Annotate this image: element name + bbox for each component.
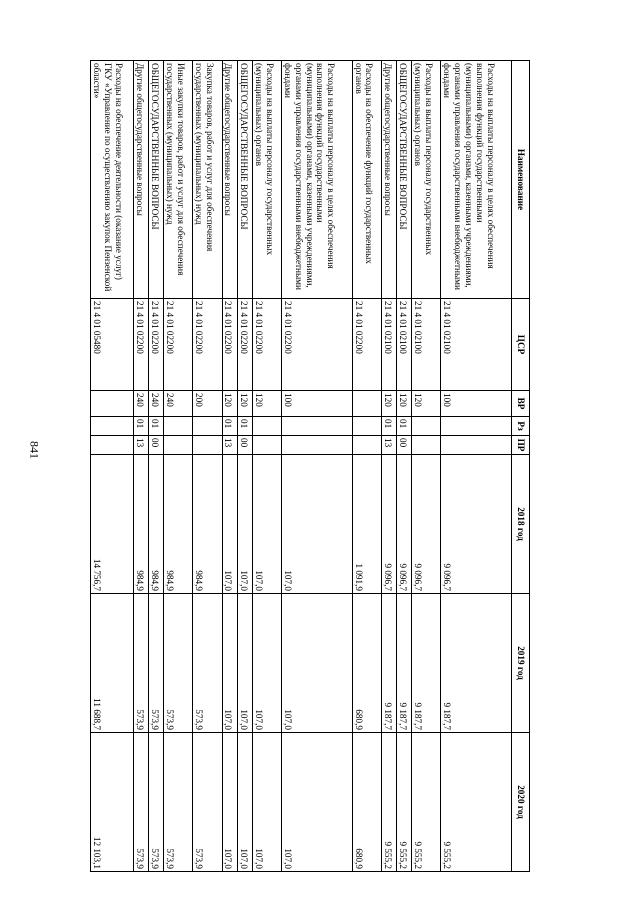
cell-2018: 984,9 — [134, 455, 149, 594]
header-pr: ПР — [512, 436, 530, 455]
cell-2018: 984,9 — [149, 455, 164, 594]
table-row — [252, 61, 281, 872]
cell-2018: 107,0 — [237, 455, 252, 594]
cell-vr: 240 — [149, 391, 164, 417]
cell-rz: 01 — [396, 417, 411, 436]
table-row — [381, 61, 396, 872]
table-row — [412, 61, 441, 872]
cell-pr — [441, 436, 512, 455]
cell-2018: 107,0 — [252, 455, 281, 594]
cell-2020: 573,9 — [164, 733, 193, 872]
table-row — [352, 61, 381, 872]
cell-name: Другие общегосударственные вопросы — [134, 61, 149, 299]
cell-rz — [193, 417, 222, 436]
cell-name: Расходы на обеспечение функций государственных органов — [352, 61, 381, 299]
rotated-content — [90, 60, 530, 872]
header-2018: 2018 год — [512, 455, 530, 594]
header-rz: Рз — [512, 417, 530, 436]
cell-name: Другие общегосударственные вопросы — [222, 61, 237, 299]
cell-2020: 9 555,2 — [441, 733, 512, 872]
page-number: 841 — [27, 441, 42, 459]
cell-rz — [91, 417, 134, 436]
cell-pr — [91, 436, 134, 455]
cell-name: ОБЩЕГОСУДАРСТВЕННЫЕ ВОПРОСЫ — [237, 61, 252, 299]
cell-rz — [164, 417, 193, 436]
cell-2020: 107,0 — [252, 733, 281, 872]
cell-name: Иные закупки товаров, работ и услуг для обеспечения государственных (муниципальных) нужд — [164, 61, 193, 299]
cell-pr — [352, 436, 381, 455]
cell-2019: 573,9 — [149, 594, 164, 733]
cell-rz: 01 — [237, 417, 252, 436]
cell-name: Расходы на выплаты персоналу государственных (муниципальных) органов — [252, 61, 281, 299]
budget-table — [90, 60, 530, 872]
cell-csr: 21 4 01 02100 — [396, 299, 411, 391]
table-row — [281, 61, 352, 872]
table-row — [164, 61, 193, 872]
cell-name: Расходы на выплаты персоналу в целях обеспечения выполнения функций государственными (муниципальными) органами, казенными учреждениями, органами управления государственными внебюджетными фондами — [441, 61, 512, 299]
table-body — [91, 61, 512, 872]
cell-2020: 573,9 — [149, 733, 164, 872]
cell-vr: 200 — [193, 391, 222, 417]
cell-rz — [281, 417, 352, 436]
cell-pr: 13 — [222, 436, 237, 455]
cell-2019: 107,0 — [281, 594, 352, 733]
cell-rz: 01 — [149, 417, 164, 436]
cell-2019: 573,9 — [134, 594, 149, 733]
cell-2020: 107,0 — [222, 733, 237, 872]
table-row — [134, 61, 149, 872]
cell-csr: 21 4 01 02200 — [164, 299, 193, 391]
cell-name: Расходы на обеспечение деятельности (оказание услуг) ГКУ «Управление по осуществлению закупок Пензенской области» — [91, 61, 134, 299]
cell-2020: 9 555,2 — [396, 733, 411, 872]
cell-2018: 9 096,7 — [381, 455, 396, 594]
cell-2018: 984,9 — [164, 455, 193, 594]
cell-pr: 00 — [396, 436, 411, 455]
cell-pr: 13 — [381, 436, 396, 455]
header-row — [512, 61, 530, 872]
cell-vr: 120 — [381, 391, 396, 417]
table-row — [222, 61, 237, 872]
header-name: Наименование — [512, 61, 530, 299]
cell-2018: 984,9 — [193, 455, 222, 594]
cell-csr: 21 4 01 02200 — [237, 299, 252, 391]
header-csr: ЦСР — [512, 299, 530, 391]
rotated-page — [90, 60, 530, 872]
cell-2018: 107,0 — [281, 455, 352, 594]
cell-csr: 21 4 01 05480 — [91, 299, 134, 391]
cell-csr: 21 4 01 02200 — [281, 299, 352, 391]
cell-2019: 9 187,7 — [441, 594, 512, 733]
cell-csr: 21 4 01 02200 — [222, 299, 237, 391]
cell-vr: 120 — [412, 391, 441, 417]
cell-pr — [193, 436, 222, 455]
cell-2019: 573,9 — [164, 594, 193, 733]
cell-2018: 9 096,7 — [441, 455, 512, 594]
cell-csr: 21 4 01 02200 — [252, 299, 281, 391]
cell-pr — [252, 436, 281, 455]
cell-pr: 00 — [237, 436, 252, 455]
cell-2020: 107,0 — [237, 733, 252, 872]
cell-csr: 21 4 01 02200 — [193, 299, 222, 391]
cell-vr: 120 — [222, 391, 237, 417]
table-row — [91, 61, 134, 872]
cell-csr: 21 4 01 02200 — [149, 299, 164, 391]
cell-2018: 9 096,7 — [412, 455, 441, 594]
cell-2019: 9 187,7 — [412, 594, 441, 733]
cell-vr — [91, 391, 134, 417]
cell-csr: 21 4 01 02100 — [412, 299, 441, 391]
cell-pr: 00 — [149, 436, 164, 455]
cell-rz — [412, 417, 441, 436]
cell-rz — [441, 417, 512, 436]
cell-csr: 21 4 01 02200 — [134, 299, 149, 391]
cell-name: Другие общегосударственные вопросы — [381, 61, 396, 299]
cell-2020: 9 555,2 — [381, 733, 396, 872]
cell-rz — [352, 417, 381, 436]
cell-vr: 120 — [252, 391, 281, 417]
cell-2018: 107,0 — [222, 455, 237, 594]
header-2019: 2019 год — [512, 594, 530, 733]
cell-rz — [252, 417, 281, 436]
table-row — [441, 61, 512, 872]
cell-pr — [412, 436, 441, 455]
cell-2018: 14 756,7 — [91, 455, 134, 594]
cell-vr: 120 — [396, 391, 411, 417]
cell-2020: 9 555,2 — [412, 733, 441, 872]
cell-name: Закупка товаров, работ и услуг для обеспечения государственных (муниципальных) нужд — [193, 61, 222, 299]
cell-2018: 1 091,9 — [352, 455, 381, 594]
cell-pr — [281, 436, 352, 455]
cell-csr: 21 4 01 02100 — [381, 299, 396, 391]
cell-pr — [164, 436, 193, 455]
cell-2019: 107,0 — [222, 594, 237, 733]
cell-vr: 100 — [441, 391, 512, 417]
cell-name: ОБЩЕГОСУДАРСТВЕННЫЕ ВОПРОСЫ — [396, 61, 411, 299]
cell-name: ОБЩЕГОСУДАРСТВЕННЫЕ ВОПРОСЫ — [149, 61, 164, 299]
cell-2018: 9 096,7 — [396, 455, 411, 594]
table-row — [237, 61, 252, 872]
cell-vr: 240 — [134, 391, 149, 417]
cell-2020: 680,9 — [352, 733, 381, 872]
cell-csr: 21 4 01 02100 — [441, 299, 512, 391]
cell-rz: 01 — [134, 417, 149, 436]
cell-2019: 107,0 — [237, 594, 252, 733]
cell-name: Расходы на выплаты персоналу в целях обеспечения выполнения функций государственными (муниципальными) органами, казенными учреждениями, органами управления государственными внебюджетными фондами — [281, 61, 352, 299]
cell-rz: 01 — [222, 417, 237, 436]
cell-2019: 11 688,7 — [91, 594, 134, 733]
cell-pr: 13 — [134, 436, 149, 455]
cell-vr: 100 — [281, 391, 352, 417]
cell-2020: 107,0 — [281, 733, 352, 872]
cell-2020: 12 103,1 — [91, 733, 134, 872]
header-vr: ВР — [512, 391, 530, 417]
cell-csr: 21 4 01 02200 — [352, 299, 381, 391]
table-header — [512, 61, 530, 872]
cell-2019: 9 187,7 — [381, 594, 396, 733]
cell-2019: 107,0 — [252, 594, 281, 733]
table-row — [193, 61, 222, 872]
cell-rz: 01 — [381, 417, 396, 436]
table-row — [149, 61, 164, 872]
cell-2020: 573,9 — [193, 733, 222, 872]
cell-vr — [352, 391, 381, 417]
cell-2020: 573,9 — [134, 733, 149, 872]
table-row — [396, 61, 411, 872]
cell-vr: 120 — [237, 391, 252, 417]
cell-name: Расходы на выплаты персоналу государственных (муниципальных) органов — [412, 61, 441, 299]
cell-2019: 680,9 — [352, 594, 381, 733]
cell-vr: 240 — [164, 391, 193, 417]
cell-2019: 573,9 — [193, 594, 222, 733]
cell-2019: 9 187,7 — [396, 594, 411, 733]
header-2020: 2020 год — [512, 733, 530, 872]
